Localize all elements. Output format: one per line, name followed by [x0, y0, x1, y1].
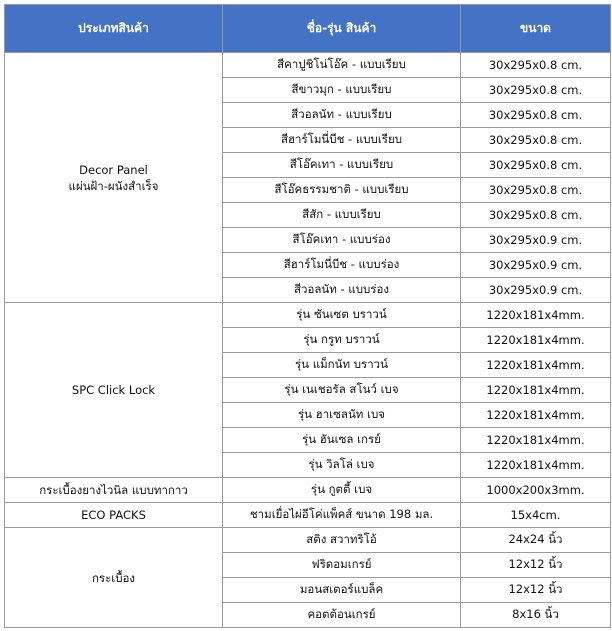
category-label: กระเบื้อง	[91, 570, 136, 585]
header-row	[5, 5, 611, 53]
product-name-cell: สีวอลนัท - แบบเรียบ	[223, 103, 461, 128]
size-cell: 1220x181x4mm.	[461, 403, 611, 428]
product-name-cell: สีวอลนัท - แบบร่อง	[223, 278, 461, 303]
size-cell: 15x4cm.	[461, 503, 611, 528]
size-cell: 24x24 นิ้ว	[461, 528, 611, 553]
size-cell: 30x295x0.8 cm.	[461, 178, 611, 203]
size-cell: 30x295x0.8 cm.	[461, 203, 611, 228]
category-label: SPC Click Lock	[71, 383, 156, 397]
table-body	[5, 53, 611, 628]
table-row	[5, 528, 611, 553]
size-cell: 1220x181x4mm.	[461, 303, 611, 328]
category-label: ECO PACKS	[81, 508, 146, 522]
category-cell	[5, 303, 223, 478]
size-cell: 12x12 นิ้ว	[461, 578, 611, 603]
product-name-cell: สีโอ๊คเทา - แบบร่อง	[223, 228, 461, 253]
product-name-cell: มอนสเตอร์แบล็ค	[223, 578, 461, 603]
product-name-cell: สีขาวมุก - แบบเรียบ	[223, 78, 461, 103]
table-row	[5, 503, 611, 528]
size-cell: 1000x200x3mm.	[461, 478, 611, 503]
product-name-cell: รุ่น ฮาเซลนัท เบจ	[223, 403, 461, 428]
size-cell: 30x295x0.8 cm.	[461, 78, 611, 103]
product-name-cell: สีฮาร์โมนี่บีช - แบบเรียบ	[223, 128, 461, 153]
category-cell	[5, 53, 223, 303]
size-cell: 1220x181x4mm.	[461, 353, 611, 378]
product-name-cell: รุ่น กูตตี้ เบจ	[223, 478, 461, 503]
size-cell: 12x12 นิ้ว	[461, 553, 611, 578]
product-name-cell: สีคาปูชิโน่โอ๊ค - แบบเรียบ	[223, 53, 461, 78]
size-cell: 30x295x0.9 cm.	[461, 228, 611, 253]
header-category: ประเภทสินค้า	[5, 5, 223, 53]
table-row	[5, 53, 611, 78]
category-label: Decor Panel	[79, 162, 148, 177]
product-name-cell: สีฮาร์โมนี่บีช - แบบร่อง	[223, 253, 461, 278]
product-name-cell: สีโอ๊คเทา - แบบเรียบ	[223, 153, 461, 178]
product-name-cell: สีสัก - แบบเรียบ	[223, 203, 461, 228]
table-row	[5, 303, 611, 328]
product-name-cell: ฟริดอมเกรย์	[223, 553, 461, 578]
size-cell: 8x16 นิ้ว	[461, 603, 611, 628]
product-name-cell: รุ่น วิลโล่ เบจ	[223, 453, 461, 478]
size-cell: 30x295x0.8 cm.	[461, 153, 611, 178]
size-cell: 30x295x0.9 cm.	[461, 253, 611, 278]
product-name-cell: รุ่น กรูท บราวน์	[223, 328, 461, 353]
table-row	[5, 478, 611, 503]
product-name-cell: รุ่น ฮันเซล เกรย์	[223, 428, 461, 453]
product-name-cell: รุ่น เนเชอรัล สโนว์ เบจ	[223, 378, 461, 403]
product-spec-table	[4, 4, 611, 628]
size-cell: 30x295x0.8 cm.	[461, 128, 611, 153]
size-cell: 1220x181x4mm.	[461, 378, 611, 403]
product-name-cell: ชามเยื่อไผ่อีโค่แพ็คส์ ขนาด 198 มล.	[223, 503, 461, 528]
size-cell: 30x295x0.8 cm.	[461, 103, 611, 128]
header-size: ขนาด	[461, 5, 611, 53]
size-cell: 1220x181x4mm.	[461, 328, 611, 353]
category-label: แผ่นฝ้า-ผนังสำเร็จ	[68, 178, 159, 193]
header-product-name: ชื่อ-รุ่น สินค้า	[223, 5, 461, 53]
category-label: กระเบื้องยางไวนิล แบบทากาว	[39, 483, 188, 497]
category-cell	[5, 478, 223, 503]
product-name-cell: คอตต้อนเกรย์	[223, 603, 461, 628]
size-cell: 1220x181x4mm.	[461, 428, 611, 453]
product-name-cell: รุ่น ซันเซต บราวน์	[223, 303, 461, 328]
product-name-cell: สีโอ๊คธรรมชาติ - แบบเรียบ	[223, 178, 461, 203]
size-cell: 1220x181x4mm.	[461, 453, 611, 478]
category-cell	[5, 503, 223, 528]
size-cell: 30x295x0.8 cm.	[461, 53, 611, 78]
product-name-cell: สติง สวาทริโอ้	[223, 528, 461, 553]
size-cell: 30x295x0.9 cm.	[461, 278, 611, 303]
category-cell	[5, 528, 223, 628]
product-name-cell: รุ่น แม็กนัท บราวน์	[223, 353, 461, 378]
